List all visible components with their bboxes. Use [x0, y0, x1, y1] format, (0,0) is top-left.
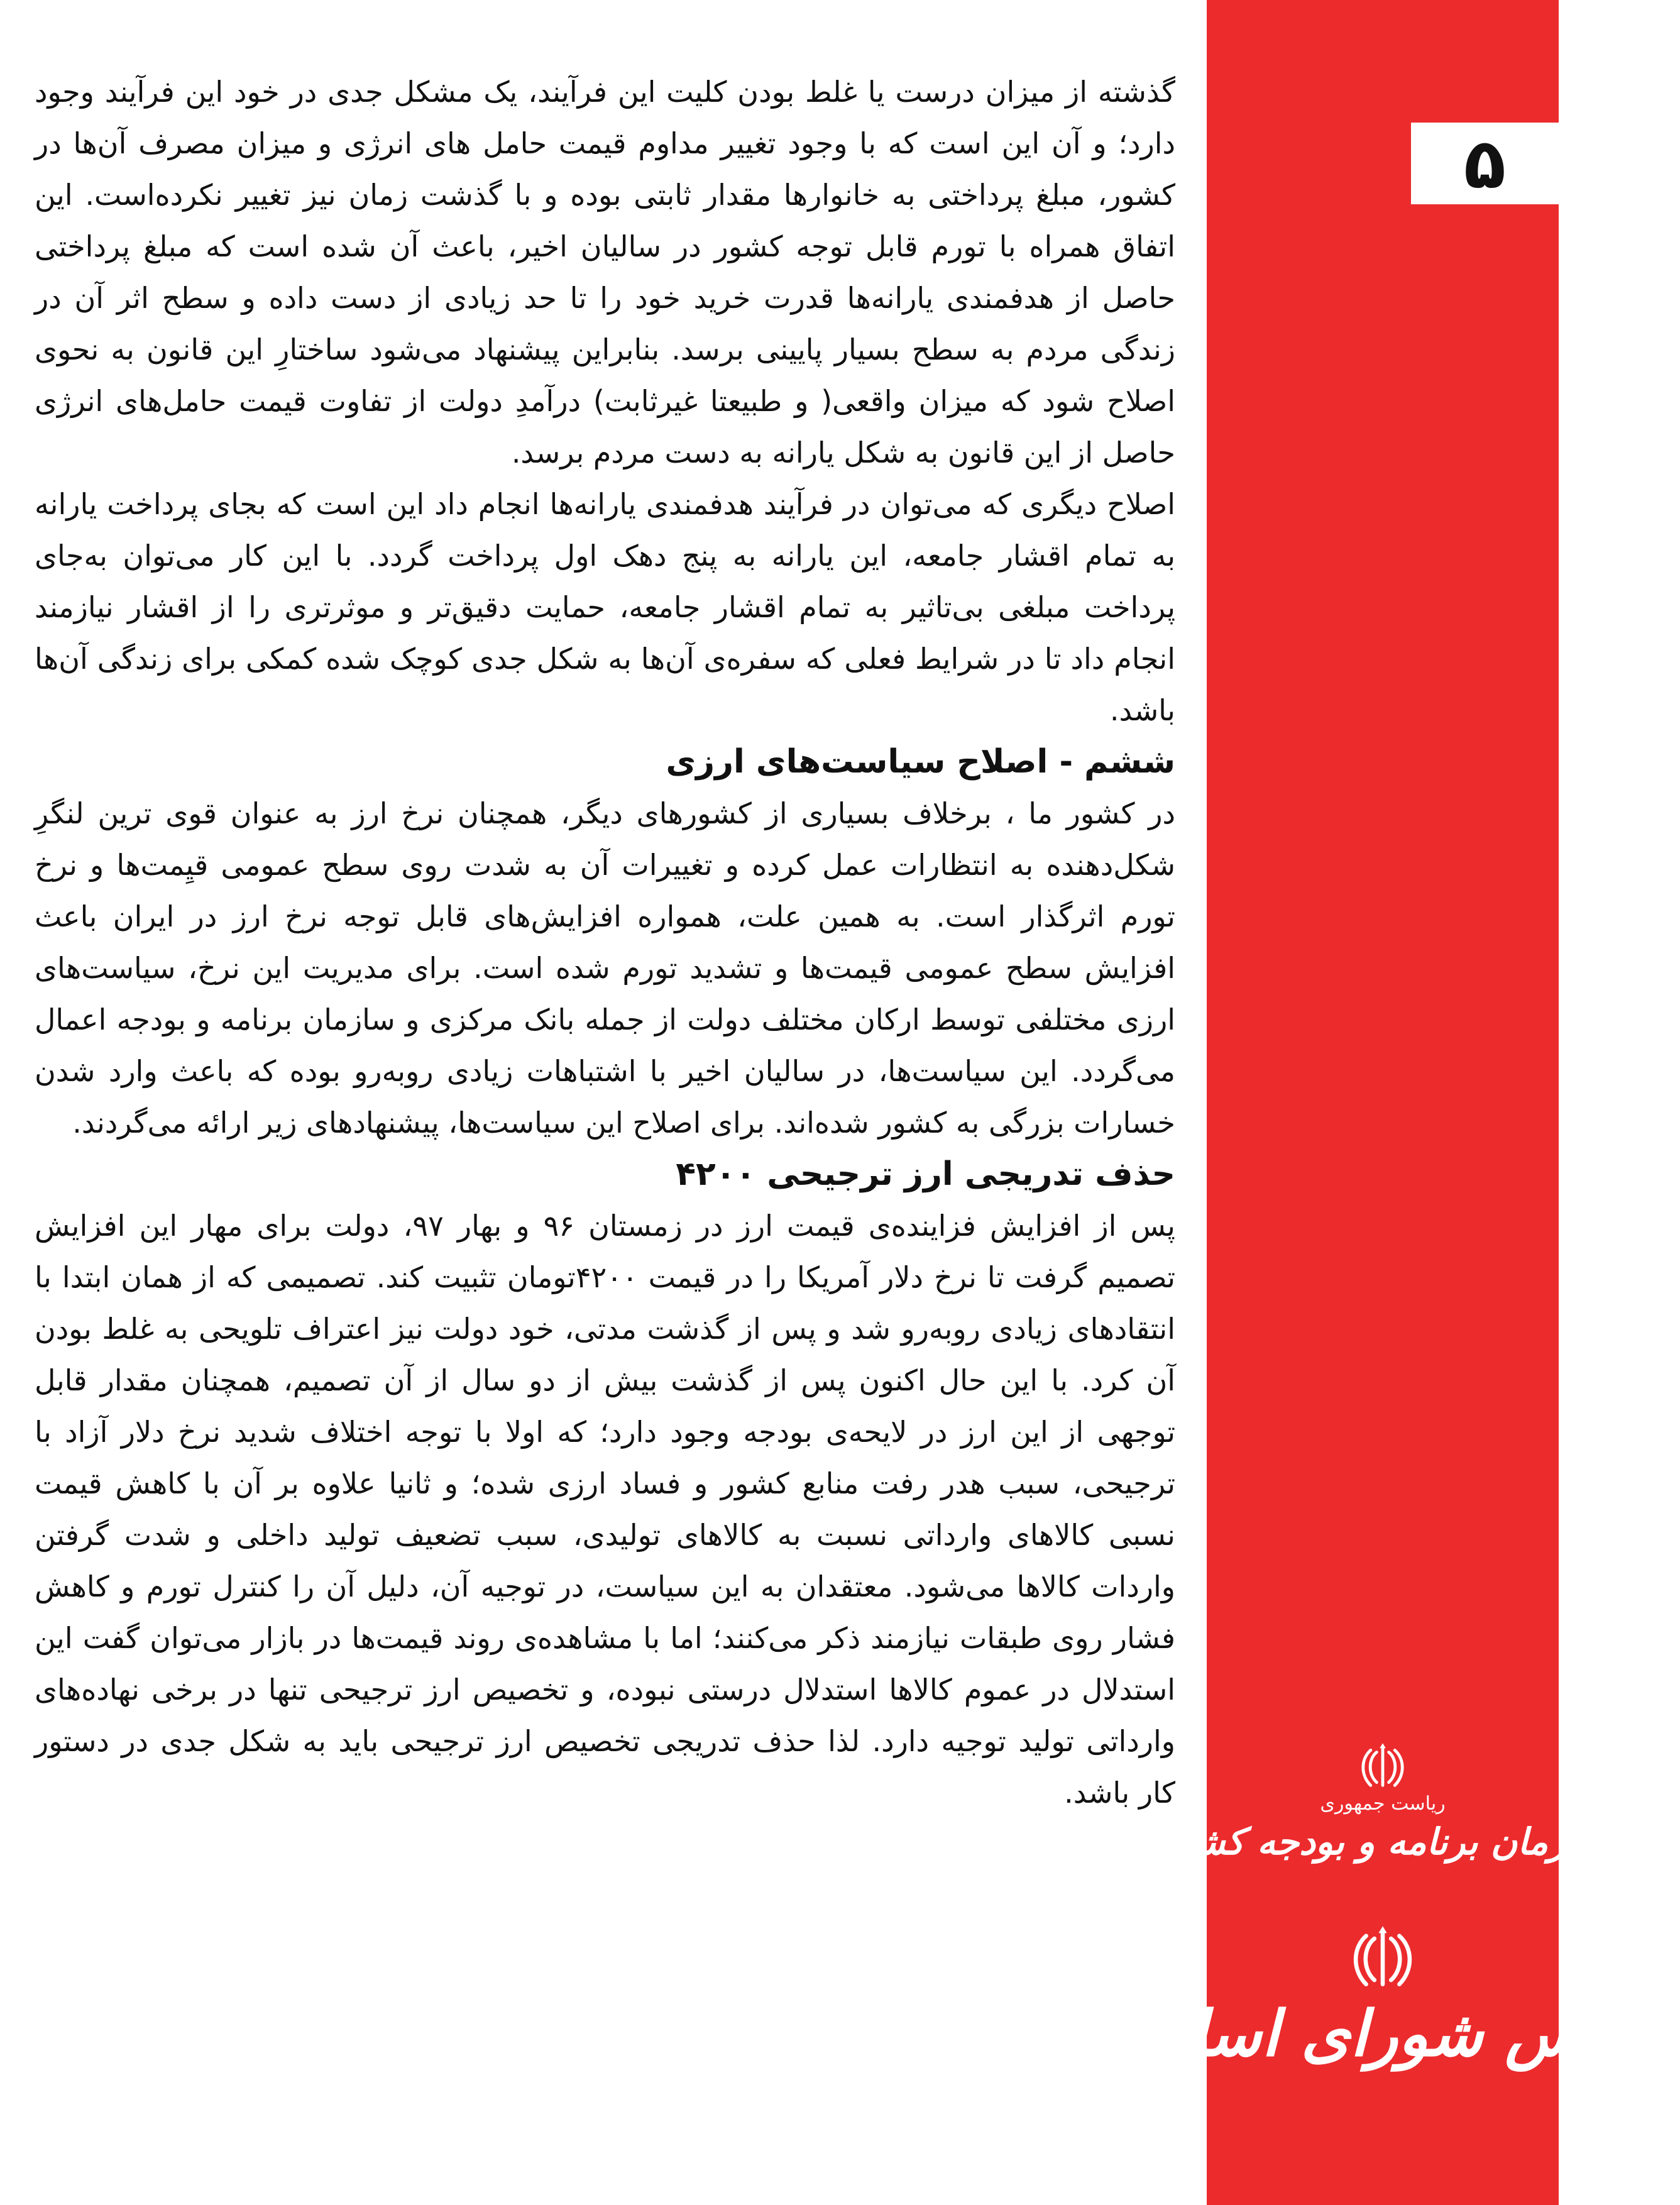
majlis-logo-title: مجلس شورای اسلامی [1085, 1996, 1680, 2070]
paragraph-targeted-deciles: اصلاح دیگری که می‌توان در فرآیند هدفمندی یارانه‌ها انجام داد این است که بجای پرداخت یارانه به تمام اقشار جامعه، این یارانه به پنج دهک اول پرداخت گردد. با این کار می‌توان به‌جای پرداخت مبلغی بی‌تاثیر به تمام اقشار جامعه، حمایت دقیق‌تر و موثرتری را از اقشار نیازمند انجام داد تا در شرایط فعلی که سفره‌ی آن‌ها به شکل جدی کوچک شده کمکی برای زندگی آن‌ها باشد. [35, 487, 1175, 727]
iran-emblem-icon [1358, 1741, 1408, 1791]
section-heading-preferential-currency: حذف تدریجی ارز ترجیحی ۴۲۰۰ [676, 1155, 1175, 1193]
paragraph-preferential-currency: پس از افزایش فزاینده‌ی قیمت ارز در زمستان ۹۶ و بهار ۹۷، دولت برای مهار این افزایش تصمیم گرفت تا نرخ دلار آمریکا را در قیمت ۴۲۰۰تومان تثبیت کند. تصمیمی که از همان ابتدا با انتقادهای زیادی روبه‌رو شد و پس از گذشت مدتی، خود دولت نیز اعتراف تلویحی به غلط بودن آن کرد. با این حال اکنون پس از گذشت بیش از دو سال از آن تصمیم، همچنان مقدار قابل توجهی از این ارز در لایحه‌ی بودجه وجود دارد؛ که اولا با توجه اختلاف شدید نرخ دلار آزاد با ترجیحی، سبب هدر رفت منابع کشور و فساد ارزی شده؛ و ثانیا علاوه بر آن با کاهش قیمت نسبی کالاهای وارداتی نسبت به کالاهای تولیدی، سبب تضعیف تولید داخلی و شدت گرفتن واردات کالاها می‌شود. معتقدان به این سیاست، در توجیه آن، دلیل آن را کنترل تورم و کاهش فشار روی طبقات نیازمند ذکر می‌کنند؛ اما با مشاهده‌ی روند قیمت‌ها در بازار می‌توان گفت این استدلال در عموم کالاها استدلال درستی نبوده، و تخصیص ارز ترجیحی تنها در برخی نهاده‌های وارداتی تولید توجیه دارد. لذا حذف تدریجی تخصیص ارز ترجیحی باید به شکل جدی در دستور کار باشد. [35, 1209, 1176, 1810]
page-number-tab [1411, 123, 1559, 204]
iran-emblem-icon [1348, 1923, 1417, 1993]
paragraph-exchange-rate: در کشور ما ، برخلاف بسیاری از کشورهای دیگر، همچنان نرخ ارز به عنوان قوی ترین لنگرِ شکل‌دهنده به انتظارات عمل کرده و تغییرات آن به شدت روی سطح عمومی قیِمت‌ها و نرخ تورم اثرگذار است. به همین علت، همواره افزایش‌های قابل توجه نرخ ارز در ایران باعث افزایش سطح عمومی قیمت‌ها و تشدید تورم شده است. برای مدیریت این نرخ، سیاست‌های ارزی مختلفی توسط ارکان مختلف دولت از جمله بانک مرکزی و سازمان برنامه و بودجه اعمال می‌گردد. این سیاست‌ها، در سالیان اخیر با اشتباهات زیادی روبه‌رو بوده که باعث وارد شدن خسارات بزرگی به کشور شده‌اند. برای اصلاح این سیاست‌ها، پیشنهادهای زیر ارائه می‌گردند. [35, 796, 1175, 1140]
document-body [35, 66, 1175, 1818]
pbo-logo [1158, 1741, 1608, 1867]
pbo-logo-title: سازمان برنامه و بودجه کشور [1158, 1820, 1608, 1863]
section-heading-currency-policy: ششم - اصلاح سیاست‌های ارزی [666, 743, 1175, 781]
majlis-logo [1085, 1923, 1680, 2074]
pbo-logo-subtitle: ریاست جمهوری [1320, 1793, 1446, 1815]
page-number: ۵ [1463, 123, 1507, 204]
paragraph-subsidy-reform: گذشته از میزان درست یا غلط بودن کلیت این فرآیند، یک مشکل جدی در خود این فرآیند وجود دارد؛ و آن این است که با وجود تغییر مداوم قیمت حامل های انرژی و میزان مصرف آن‌ها در کشور، مبلغ پرداختی به خانوارها مقدار ثابتی بوده و با گذشت زمان نیز تغییر نکرده‌است. این اتفاق همراه با تورم قابل توجه کشور در سالیان اخیر، باعث آن شده است که مبلغ پرداختی حاصل از هدفمندی یارانه‌ها قدرت خرید خود را تا حد زیادی از دست داده و سطح اثر آن در زندگی مردم به سطح بسیار پایینی برسد. بنابراین پیشنهاد می‌شود ساختارِ این قانون به نحوی اصلاح شود که میزان واقعی( و طبیعتا غیرثابت) درآمدِ دولت از تفاوت قیمت حامل‌های انرژی حاصل از این قانون به شکل یارانه به دست مردم برسد. [35, 75, 1175, 470]
red-sidebar [1207, 0, 1559, 2205]
